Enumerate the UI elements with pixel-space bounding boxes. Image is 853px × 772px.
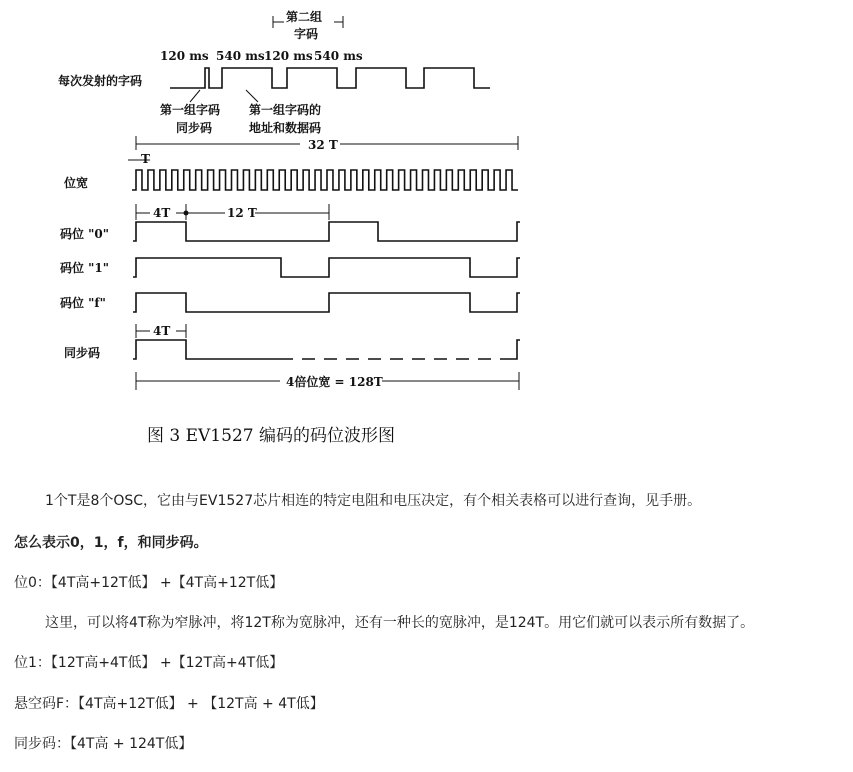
span-32t-label: 32 T — [308, 138, 338, 152]
annotation-pointers — [190, 90, 258, 102]
ann-addr-1: 第一组字码的 — [249, 103, 322, 117]
span-4t-b-label: 4T — [153, 324, 171, 338]
ann-sync-2: 同步码 — [176, 121, 213, 135]
paragraph-pulses: 这里，可以将4T称为窄脉冲，将12T称为宽脉冲，还有一种长的宽脉冲，是124T。用它们就可以表示所有数据了。 — [45, 615, 755, 631]
span-12t-label: 12 T — [227, 206, 257, 220]
paragraph-sync: 同步码：【4T高 + 124T低】 — [14, 736, 193, 752]
span-t-label: T — [141, 152, 150, 166]
section-heading: 怎么表示0，1，f，和同步码。 — [14, 535, 208, 551]
paragraph-osc: 1个T是8个OSC，它由与EV1527芯片相连的特定电阻和电压决定，有个相关表格可以进行查询，见手册。 — [45, 493, 702, 509]
top-group-label2: 字码 — [294, 27, 319, 41]
bitf-waveform — [133, 293, 520, 312]
dur-540-b: 540 ms — [314, 49, 363, 63]
row-label-bit1: 码位 "1" — [60, 261, 110, 275]
span-4t-a-label: 4T — [153, 206, 171, 220]
codeword-waveform — [170, 68, 490, 88]
paragraph-bit0: 位0：【4T高+12T低】 +【4T高+12T低】 — [14, 575, 284, 591]
bit1-waveform — [133, 258, 520, 277]
span-junction-dot — [184, 211, 189, 216]
row-label-bit0: 码位 "0" — [60, 227, 110, 241]
row-label-codeword: 每次发射的字码 — [58, 74, 143, 88]
ann-sync-1: 第一组字码 — [160, 103, 221, 117]
sync-waveform-end — [505, 340, 520, 359]
sync-waveform-high — [133, 340, 280, 359]
row-label-bitf: 码位 "f" — [60, 296, 106, 310]
clock-waveform — [132, 170, 518, 190]
dur-120-a: 120 ms — [160, 49, 209, 63]
figure-caption: 图 3 EV1527 编码的码位波形图 — [147, 426, 395, 446]
ann-addr-2: 地址和数据码 — [249, 121, 322, 135]
row-label-sync: 同步码 — [64, 346, 101, 360]
paragraph-bit1: 位1：【12T高+4T低】 +【12T高+4T低】 — [14, 655, 284, 671]
dur-120-b: 120 ms — [264, 49, 313, 63]
dur-540-a: 540 ms — [216, 49, 265, 63]
paragraph-bitf: 悬空码F：【4T高+12T低】 + 【12T高 + 4T低】 — [14, 696, 324, 712]
bit0-waveform — [133, 222, 520, 241]
row-label-bitwidth: 位宽 — [64, 176, 89, 190]
top-group-label: 第二组 — [286, 10, 323, 24]
span-128t-label: 4倍位宽 = 128T — [286, 375, 383, 389]
